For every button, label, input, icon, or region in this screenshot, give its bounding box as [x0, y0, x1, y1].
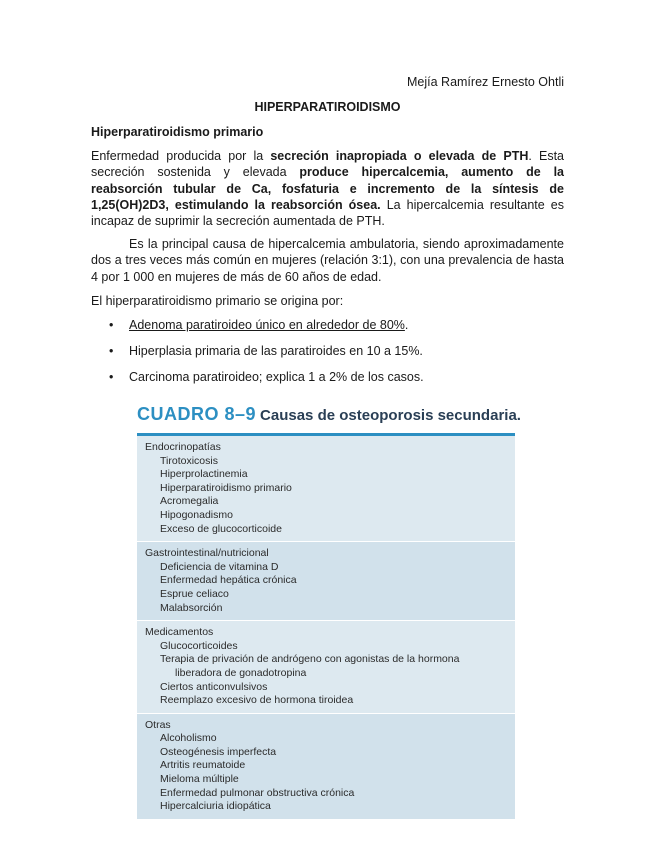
table-row: Deficiencia de vitamina D [160, 560, 279, 573]
table-row: liberadora de gonadotropina [175, 666, 307, 679]
table-row: Esprue celiaco [160, 587, 229, 600]
cause-list [91, 318, 571, 396]
table-row: Tirotoxicosis [160, 454, 218, 467]
group-heading: Otras [145, 718, 171, 731]
table-group-endocrine [137, 436, 515, 542]
list-item-text: Carcinoma paratiroideo; explica 1 a 2% de los casos. [129, 370, 424, 384]
list-item [91, 344, 571, 359]
section-heading: Hiperparatiroidismo primario [91, 125, 264, 139]
table-row: Terapia de privación de andrógeno con agonistas de la hormona [160, 653, 460, 666]
table-group-medications [137, 621, 515, 714]
list-item-suffix: . [404, 318, 409, 332]
cuadro-caption: Causas de osteoporosis secundaria. [260, 407, 521, 424]
table-row: Ciertos anticonvulsivos [160, 680, 268, 693]
cuadro-title [137, 404, 521, 426]
table-row: Hipercalciuria idiopática [160, 800, 271, 813]
table-row: Enfermedad pulmonar obstructiva crónica [160, 786, 355, 799]
table-group-other [137, 714, 515, 820]
paragraph-epidemiology: Es la principal causa de hipercalcemia ambulatoria, siendo aproximadamente dos a tres veces más común en mujeres (relación 3:1), con una prevalencia de hasta 4 por 1 000 en mujeres de más de 60 años de edad. [91, 237, 564, 284]
paragraph-definition [91, 148, 564, 229]
bullet-icon: • [109, 370, 114, 384]
table-row: Enfermedad hepática crónica [160, 574, 297, 587]
group-heading: Gastrointestinal/nutricional [145, 547, 269, 560]
bullet-icon: • [109, 318, 114, 332]
table-row: Reemplazo excesivo de hormona tiroidea [160, 694, 354, 707]
table-row: Malabsorción [160, 601, 223, 614]
cuadro-table [137, 404, 521, 820]
group-heading: Endocrinopatías [145, 441, 221, 453]
list-item [91, 370, 571, 385]
table-row: Alcoholismo [160, 732, 217, 745]
paragraph-text: . Esta secreción sostenida y elevada [91, 149, 565, 180]
cuadro-label: CUADRO 8–9 [137, 404, 257, 424]
author-name: Mejía Ramírez Ernesto Ohtli [407, 75, 564, 89]
table-row: Hipogonadismo [160, 508, 233, 521]
paragraph-text: Enfermedad producida por la [91, 149, 271, 163]
bold-text: produce hipercalcemia, aumento de la reabsorción tubular de Ca, fosfaturia e incremento de la síntesis de 1,25(OH)2D3, estimulando la reabsorción ósea. [91, 165, 564, 212]
list-item-text: Hiperplasia primaria de las paratiroides en 10 a 15%. [129, 344, 423, 358]
document-title: HIPERPARATIROIDISMO [254, 100, 401, 114]
underlined-text: Adenoma paratiroideo único en alrededor de 80% [129, 318, 405, 332]
table-row: Mieloma múltiple [160, 773, 239, 786]
table-group-gastro [137, 542, 515, 621]
group-heading: Medicamentos [145, 626, 214, 639]
list-item [91, 318, 571, 333]
bold-text: secreción inapropiada o elevada de PTH [270, 149, 529, 163]
table-row: Artritis reumatoide [160, 759, 246, 772]
table-row: Hiperprolactinemia [160, 468, 248, 481]
table-row: Exceso de glucocorticoide [160, 522, 282, 535]
table-row: Glucocorticoides [160, 639, 238, 652]
table-row: Acromegalia [160, 495, 219, 508]
paragraph-origin: El hiperparatiroidismo primario se origina por: [91, 294, 344, 308]
table-row: Osteogénesis imperfecta [160, 745, 277, 758]
table-row: Hiperparatiroidismo primario [160, 481, 292, 494]
paragraph-text: La hipercalcemia resultante es incapaz de suprimir la secreción aumentada de PTH. [91, 197, 564, 229]
bullet-icon: • [109, 344, 114, 358]
